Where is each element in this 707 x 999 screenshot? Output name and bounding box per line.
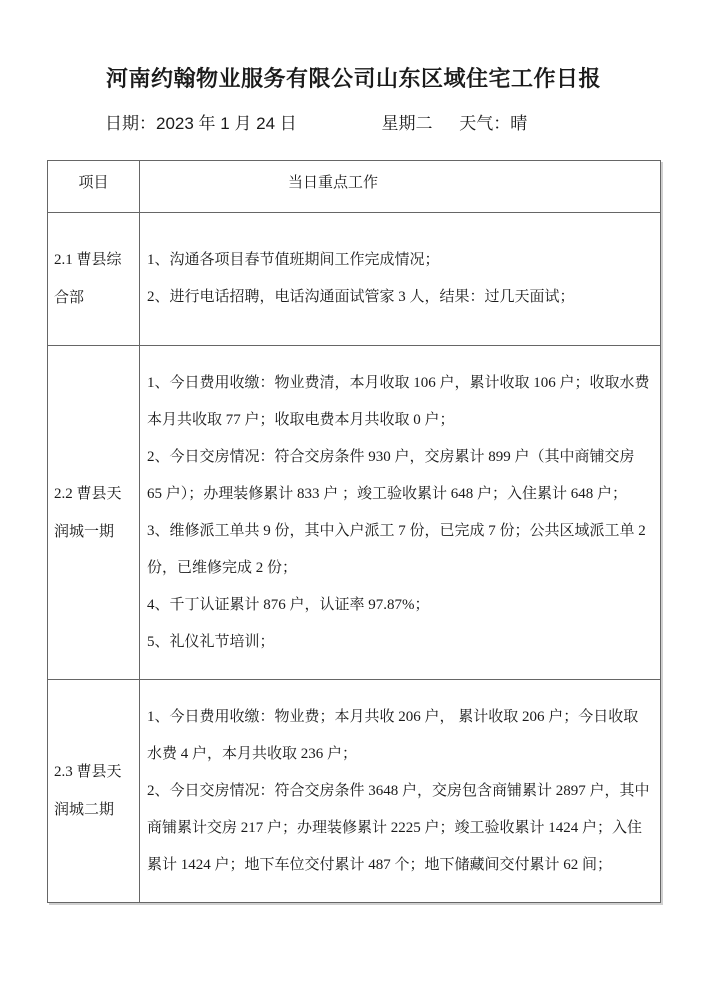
work-item: 4、千丁认证累计 876 户，认证率 97.87%； (147, 596, 430, 613)
work-item-list (147, 699, 653, 884)
work-cell (140, 346, 661, 680)
work-item: 2、今日交房情况：符合交房条件 3648 户，交房包含商铺累计 2897 户，其中商铺累计交房 217 户；办理装修累计 2225 户；竣工验收累计 1424 户；入住累计 1424 户；地下车位交付累计 487 个；地下储藏间交付累计 62 间； (147, 782, 650, 873)
work-item: 3、维修派工单共 9 份，其中入户派工 7 份，已完成 7 份；公共区域派工单 2 份，已维修完成 2 份； (147, 522, 646, 576)
work-item-list (147, 242, 653, 316)
work-item: 1、沟通各项目春节值班期间工作完成情况； (147, 252, 440, 268)
work-item: 2、进行电话招聘，电话沟通面试管家 3 人，结果：过几天面试； (147, 289, 575, 305)
weather-field: 天气：晴 (459, 114, 528, 133)
project-cell: 2.1 曹县综合部 (48, 213, 140, 346)
project-cell: 2.3 曹县天润城二期 (48, 680, 140, 903)
date-line (105, 109, 707, 134)
date-field: 日期：2023 年 1 月 24 日 (105, 114, 297, 133)
work-item-list (147, 365, 653, 661)
table-row-tianrun-phase2 (48, 680, 661, 903)
header-project: 项目 (48, 161, 140, 213)
report-table (47, 160, 661, 903)
project-cell: 2.2 曹县天润城一期 (48, 346, 140, 680)
page-title: 河南约翰物业服务有限公司山东区域住宅工作日报 (105, 66, 601, 91)
table-header-row (48, 161, 661, 213)
work-item: 1、今日费用收缴：物业费清，本月收取 106 户，累计收取 106 户；收取水费本月共收取 77 户；收取电费本月共收取 0 户； (147, 374, 650, 428)
work-cell (140, 213, 661, 346)
work-item: 2、今日交房情况：符合交房条件 930 户，交房累计 899 户（其中商铺交房 65 户）；办理装修累计 833 户 ；竣工验收累计 648 户；入住累计 648 户； (147, 448, 635, 502)
weekday-field: 星期二 (381, 114, 433, 133)
header-work: 当日重点工作 (140, 161, 661, 213)
work-item: 5、礼仪礼节培训； (147, 633, 275, 650)
table-row-caoxian-zonghebu (48, 213, 661, 346)
table-row-tianrun-phase1 (48, 346, 661, 680)
work-cell (140, 680, 661, 903)
work-item: 1、今日费用收缴：物业费；本月共收 206 户， 累计收取 206 户；今日收取水费 4 户，本月共收取 236 户； (147, 708, 639, 762)
